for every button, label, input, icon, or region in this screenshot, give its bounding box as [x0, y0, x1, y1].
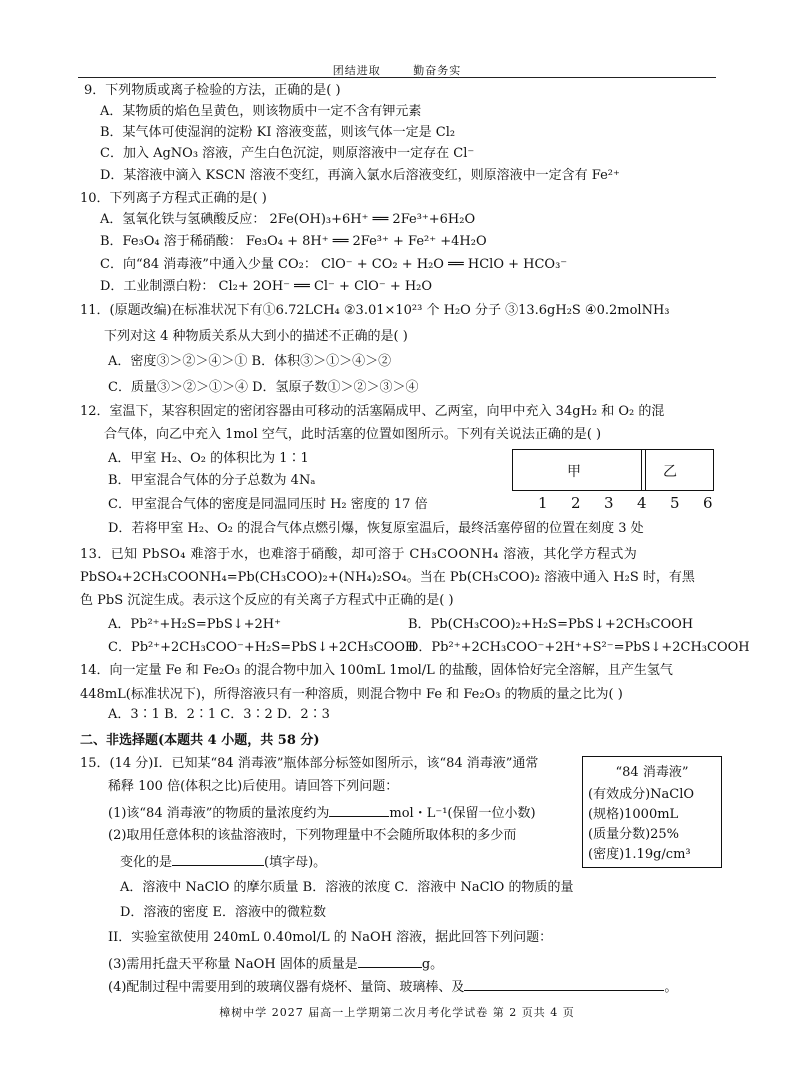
scale-tick-label: 6	[703, 494, 713, 512]
q10-option-c: C．向“84 消毒液”中通入少量 CO₂： ClO⁻ + CO₂ + H₂O ══ HClO + HCO₃⁻	[100, 257, 568, 272]
header-motto-right: 勤奋务实	[413, 64, 462, 77]
chamber-yi-label: 乙	[663, 464, 677, 480]
q15-part-3-unit: g。	[421, 957, 444, 972]
label-title: “84 消毒液”	[615, 765, 689, 780]
q15-part-4-text: (4)配制过程中需要用到的玻璃仪器有烧杯、量筒、玻璃棒、及	[108, 980, 465, 995]
answer-blank-4[interactable]	[464, 977, 664, 991]
answer-blank-1[interactable]	[329, 803, 389, 817]
q15-part-2: (2)取用任意体积的该盐溶液时，下列物理量中不会随所取体积的多少而	[108, 828, 517, 843]
disinfectant-label-box	[582, 756, 722, 868]
q9-stem: 9．下列物质或离子检验的方法，正确的是( )	[84, 83, 341, 98]
q9-option-a: A．某物质的焰色呈黄色，则该物质中一定不含有钾元素	[100, 104, 422, 119]
q10-option-d: D．工业制漂白粉： Cl₂+ 2OH⁻ ══ Cl⁻ + ClO⁻ + H₂O	[100, 279, 433, 294]
scale-tick-label: 1	[538, 494, 548, 512]
q13-option-b: B．Pb(CH₃COO)₂+H₂S=PbS↓+2CH₃COOH	[408, 617, 694, 632]
answer-blank-3[interactable]	[358, 954, 422, 968]
label-row: (规格)1000mL	[588, 807, 679, 822]
q12-stem: 12．室温下，某容积固定的密闭容器由可移动的活塞隔成甲、乙两室，向甲中充入 34gH₂ 和 O₂ 的混	[80, 404, 665, 419]
q10-option-b: B．Fe₃O₄ 溶于稀硝酸： Fe₃O₄ + 8H⁺ ══ 2Fe³⁺ + Fe²⁺ +4H₂O	[100, 234, 487, 249]
q15-part-2-text: 变化的是	[120, 855, 173, 870]
page-footer: 樟树中学 2027 届高一上学期第二次月考化学试卷 第 2 页共 4 页	[219, 1006, 575, 1019]
scale-tick-label: 4	[637, 494, 647, 512]
label-row: (有效成分)NaClO	[588, 787, 695, 802]
q13-stem: 13．已知 PbSO₄ 难溶于水，也难溶于硝酸，却可溶于 CH₃COONH₄ 溶液，其化学方程式为	[80, 547, 638, 562]
q15-options-de: D．溶液的密度 E．溶液中的微粒数	[120, 905, 327, 920]
q12-option-c: C．甲室混合气体的密度是同温同压时 H₂ 密度的 17 倍	[108, 497, 428, 512]
q13-option-c: C．Pb²⁺+2CH₃COO⁻+H₂S=PbS↓+2CH₃COOH	[108, 640, 417, 655]
q13-option-d: D．Pb²⁺+2CH₃COO⁻+2H⁺+S²⁻=PbS↓+2CH₃COOH	[408, 640, 750, 655]
q11-stem-2: 下列对这 4 种物质关系从大到小的描述不正确的是( )	[104, 329, 408, 344]
q11-options-ab: A．密度③＞②＞④＞① B．体积③＞①＞④＞②	[108, 354, 392, 369]
scale-tick-label: 2	[571, 494, 581, 512]
header-motto-left: 团结进取	[332, 64, 381, 77]
q15-part-2-note: (填字母)。	[264, 855, 327, 870]
q10-option-a: A．氢氧化铁与氢碘酸反应： 2Fe(OH)₃+6H⁺ ══ 2Fe³⁺+6H₂O	[100, 212, 476, 227]
q11-options-cd: C．质量③＞②＞①＞④ D．氢原子数①＞②＞③＞④	[108, 380, 419, 395]
answer-blank-2[interactable]	[172, 852, 264, 866]
q15-part-2-cont	[120, 852, 326, 871]
q15-part-1-text: (1)该“84 消毒液”的物质的量浓度约为	[108, 806, 330, 821]
header-rule	[78, 77, 716, 78]
piston-line-2	[645, 450, 646, 490]
q15-options-abc: A．溶液中 NaClO 的摩尔质量 B．溶液的浓度 C．溶液中 NaClO 的物质的量	[120, 880, 574, 895]
q15-stem-2: 稀释 100 倍(体积之比)后使用。请回答下列问题：	[108, 779, 399, 794]
section-2-heading: 二、非选择题(本题共 4 小题，共 58 分)	[80, 733, 320, 748]
label-row: (质量分数)25%	[588, 827, 680, 842]
q12-stem-2: 合气体，向乙中充入 1mol 空气，此时活塞的位置如图所示。下列有关说法正确的是( )	[104, 427, 602, 442]
piston-diagram	[512, 449, 714, 491]
q12-option-b: B．甲室混合气体的分子总数为 4Nₐ	[108, 473, 316, 488]
q15-part-ii: II．实验室欲使用 240mL 0.40mol/L 的 NaOH 溶液，据此回答下列问题：	[108, 930, 553, 945]
q14-options: A．3∶1 B．2∶1 C．3∶2 D．2∶3	[108, 707, 330, 722]
q9-option-b: B．某气体可使湿润的淀粉 KI 溶液变蓝，则该气体一定是 Cl₂	[100, 125, 456, 140]
q15-part-3-text: (3)需用托盘天平称量 NaOH 固体的质量是	[108, 957, 358, 972]
q15-part-1	[108, 803, 536, 822]
q9-option-d: D．某溶液中滴入 KSCN 溶液不变红，再滴入氯水后溶液变红，则原溶液中一定含有 Fe²⁺	[100, 168, 620, 183]
piston-line-1	[641, 450, 642, 490]
q14-stem-2: 448mL(标准状况下)，所得溶液只有一种溶质，则混合物中 Fe 和 Fe₂O₃ 的物质的量之比为( )	[80, 687, 623, 702]
q13-option-a: A．Pb²⁺+H₂S=PbS↓+2H⁺	[108, 617, 281, 632]
q12-option-a: A．甲室 H₂、O₂ 的体积比为 1∶1	[108, 451, 309, 466]
q11-stem: 11．(原题改编)在标准状况下有①6.72LCH₄ ②3.01×10²³ 个 H₂O 分子 ③13.6gH₂S ④0.2molNH₃	[80, 303, 670, 318]
q12-option-d: D．若将甲室 H₂、O₂ 的混合气体点燃引爆，恢复原室温后，最终活塞停留的位置在刻度 3 处	[108, 521, 644, 536]
q15-stem: 15．(14 分)I．已知某“84 消毒液”瓶体部分标签如图所示，该“84 消毒液”通常	[80, 756, 539, 771]
q14-stem: 14．向一定量 Fe 和 Fe₂O₃ 的混合物中加入 100mL 1mol/L 的盐酸，固体恰好完全溶解，且产生氢气	[80, 663, 673, 678]
scale-tick-label: 3	[604, 494, 614, 512]
q10-stem: 10．下列离子方程式正确的是( )	[80, 191, 267, 206]
q15-part-3	[108, 954, 443, 973]
page-header	[0, 62, 794, 78]
chamber-jia-label: 甲	[567, 464, 581, 480]
q13-stem-2: PbSO₄+2CH₃COONH₄=Pb(CH₃COO)₂+(NH₄)₂SO₄。当在 Pb(CH₃COO)₂ 溶液中通入 H₂S 时，有黑	[80, 570, 695, 585]
q15-part-4	[108, 977, 677, 996]
q15-part-4-end: 。	[664, 980, 678, 995]
scale-tick-label: 5	[670, 494, 680, 512]
q9-option-c: C．加入 AgNO₃ 溶液，产生白色沉淀，则原溶液中一定存在 Cl⁻	[100, 146, 475, 161]
label-row: (密度)1.19g/cm³	[588, 847, 691, 862]
q13-stem-3: 色 PbS 沉淀生成。表示这个反应的有关离子方程式中正确的是( )	[80, 593, 454, 608]
q15-part-1-unit: mol・L⁻¹(保留一位小数)	[389, 806, 536, 821]
